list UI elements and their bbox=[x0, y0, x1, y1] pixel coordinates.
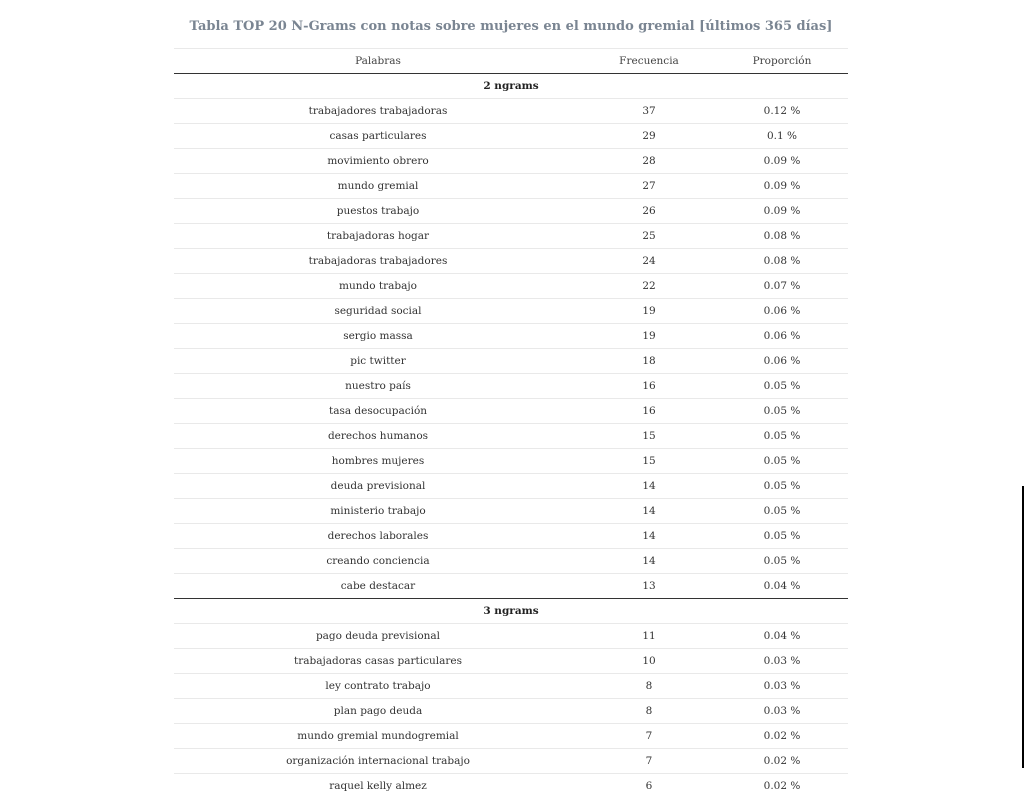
cell-word: raquel kelly almez bbox=[174, 774, 582, 798]
cell-word: ley contrato trabajo bbox=[174, 674, 582, 699]
table-row bbox=[174, 674, 848, 699]
cell-proportion: 0.05 % bbox=[716, 524, 848, 549]
cell-word: mundo gremial bbox=[174, 174, 582, 199]
cell-proportion: 0.09 % bbox=[716, 149, 848, 174]
cell-frequency: 14 bbox=[582, 474, 716, 499]
cell-proportion: 0.12 % bbox=[716, 99, 848, 124]
cell-word: ministerio trabajo bbox=[174, 499, 582, 524]
cell-frequency: 15 bbox=[582, 449, 716, 474]
table-row bbox=[174, 399, 848, 424]
table-row bbox=[174, 249, 848, 274]
cell-proportion: 0.02 % bbox=[716, 774, 848, 798]
column-header-frequency[interactable]: Frecuencia bbox=[582, 49, 716, 74]
cell-word: deuda previsional bbox=[174, 474, 582, 499]
table-row bbox=[174, 274, 848, 299]
table-row bbox=[174, 524, 848, 549]
table-row bbox=[174, 699, 848, 724]
cell-word: hombres mujeres bbox=[174, 449, 582, 474]
cell-frequency: 27 bbox=[582, 174, 716, 199]
header-row bbox=[174, 49, 848, 74]
cell-word: derechos laborales bbox=[174, 524, 582, 549]
cell-word: organización internacional trabajo bbox=[174, 749, 582, 774]
cell-word: seguridad social bbox=[174, 299, 582, 324]
cell-frequency: 14 bbox=[582, 549, 716, 574]
cell-proportion: 0.06 % bbox=[716, 324, 848, 349]
cell-word: puestos trabajo bbox=[174, 199, 582, 224]
cell-proportion: 0.02 % bbox=[716, 724, 848, 749]
cell-word: tasa desocupación bbox=[174, 399, 582, 424]
cell-proportion: 0.05 % bbox=[716, 474, 848, 499]
cell-word: mundo trabajo bbox=[174, 274, 582, 299]
cell-proportion: 0.09 % bbox=[716, 199, 848, 224]
cell-proportion: 0.05 % bbox=[716, 424, 848, 449]
cell-proportion: 0.03 % bbox=[716, 699, 848, 724]
cell-proportion: 0.1 % bbox=[716, 124, 848, 149]
cell-proportion: 0.06 % bbox=[716, 299, 848, 324]
cell-word: plan pago deuda bbox=[174, 699, 582, 724]
cell-proportion: 0.05 % bbox=[716, 374, 848, 399]
cell-frequency: 16 bbox=[582, 374, 716, 399]
cell-proportion: 0.05 % bbox=[716, 499, 848, 524]
cell-word: trabajadoras casas particulares bbox=[174, 649, 582, 674]
cell-frequency: 14 bbox=[582, 524, 716, 549]
cell-proportion: 0.08 % bbox=[716, 249, 848, 274]
table-row bbox=[174, 124, 848, 149]
table-row bbox=[174, 724, 848, 749]
cell-frequency: 29 bbox=[582, 124, 716, 149]
cell-frequency: 19 bbox=[582, 324, 716, 349]
table-header bbox=[174, 49, 848, 74]
table-row bbox=[174, 199, 848, 224]
cell-frequency: 37 bbox=[582, 99, 716, 124]
cell-proportion: 0.03 % bbox=[716, 649, 848, 674]
cell-word: derechos humanos bbox=[174, 424, 582, 449]
cell-proportion: 0.04 % bbox=[716, 624, 848, 649]
cell-frequency: 8 bbox=[582, 699, 716, 724]
cell-word: pic twitter bbox=[174, 349, 582, 374]
column-header-proportion[interactable]: Proporción bbox=[716, 49, 848, 74]
table-row bbox=[174, 374, 848, 399]
table-row bbox=[174, 774, 848, 798]
table-row bbox=[174, 574, 848, 599]
cell-frequency: 22 bbox=[582, 274, 716, 299]
cell-frequency: 6 bbox=[582, 774, 716, 798]
cell-word: trabajadoras trabajadores bbox=[174, 249, 582, 274]
cell-frequency: 19 bbox=[582, 299, 716, 324]
table-row bbox=[174, 99, 848, 124]
cell-frequency: 28 bbox=[582, 149, 716, 174]
cell-word: trabajadoras hogar bbox=[174, 224, 582, 249]
cell-proportion: 0.09 % bbox=[716, 174, 848, 199]
table-row bbox=[174, 649, 848, 674]
group-header-row bbox=[174, 74, 848, 99]
table-row bbox=[174, 474, 848, 499]
cell-frequency: 25 bbox=[582, 224, 716, 249]
group-header-row bbox=[174, 599, 848, 624]
cell-frequency: 16 bbox=[582, 399, 716, 424]
cell-frequency: 15 bbox=[582, 424, 716, 449]
table-row bbox=[174, 299, 848, 324]
cell-word: pago deuda previsional bbox=[174, 624, 582, 649]
table-row bbox=[174, 449, 848, 474]
table-row bbox=[174, 349, 848, 374]
group-label: 2 ngrams bbox=[174, 74, 848, 99]
cell-proportion: 0.02 % bbox=[716, 749, 848, 774]
group-label: 3 ngrams bbox=[174, 599, 848, 624]
table-row bbox=[174, 749, 848, 774]
cell-frequency: 14 bbox=[582, 499, 716, 524]
cell-proportion: 0.04 % bbox=[716, 574, 848, 599]
cell-frequency: 11 bbox=[582, 624, 716, 649]
table-row bbox=[174, 324, 848, 349]
cell-word: movimiento obrero bbox=[174, 149, 582, 174]
cell-word: trabajadores trabajadoras bbox=[174, 99, 582, 124]
table-body bbox=[174, 74, 848, 798]
table-row bbox=[174, 549, 848, 574]
table-row bbox=[174, 499, 848, 524]
cell-frequency: 8 bbox=[582, 674, 716, 699]
table-row bbox=[174, 624, 848, 649]
cell-word: creando conciencia bbox=[174, 549, 582, 574]
cell-proportion: 0.08 % bbox=[716, 224, 848, 249]
cell-proportion: 0.05 % bbox=[716, 399, 848, 424]
ngram-table bbox=[174, 48, 848, 798]
cell-proportion: 0.06 % bbox=[716, 349, 848, 374]
cell-word: cabe destacar bbox=[174, 574, 582, 599]
table-title: Tabla TOP 20 N-Grams con notas sobre mujeres en el mundo gremial [últimos 365 días] bbox=[174, 19, 848, 34]
table-row bbox=[174, 174, 848, 199]
cell-proportion: 0.05 % bbox=[716, 549, 848, 574]
cell-proportion: 0.07 % bbox=[716, 274, 848, 299]
cell-frequency: 24 bbox=[582, 249, 716, 274]
cell-word: mundo gremial mundogremial bbox=[174, 724, 582, 749]
cell-frequency: 7 bbox=[582, 724, 716, 749]
cell-frequency: 18 bbox=[582, 349, 716, 374]
cell-frequency: 13 bbox=[582, 574, 716, 599]
column-header-words[interactable]: Palabras bbox=[174, 49, 582, 74]
cell-word: sergio massa bbox=[174, 324, 582, 349]
cell-word: nuestro país bbox=[174, 374, 582, 399]
table-row bbox=[174, 424, 848, 449]
cell-frequency: 7 bbox=[582, 749, 716, 774]
table-row bbox=[174, 149, 848, 174]
cell-proportion: 0.05 % bbox=[716, 449, 848, 474]
cell-proportion: 0.03 % bbox=[716, 674, 848, 699]
cell-frequency: 10 bbox=[582, 649, 716, 674]
cell-word: casas particulares bbox=[174, 124, 582, 149]
table-row bbox=[174, 224, 848, 249]
cell-frequency: 26 bbox=[582, 199, 716, 224]
